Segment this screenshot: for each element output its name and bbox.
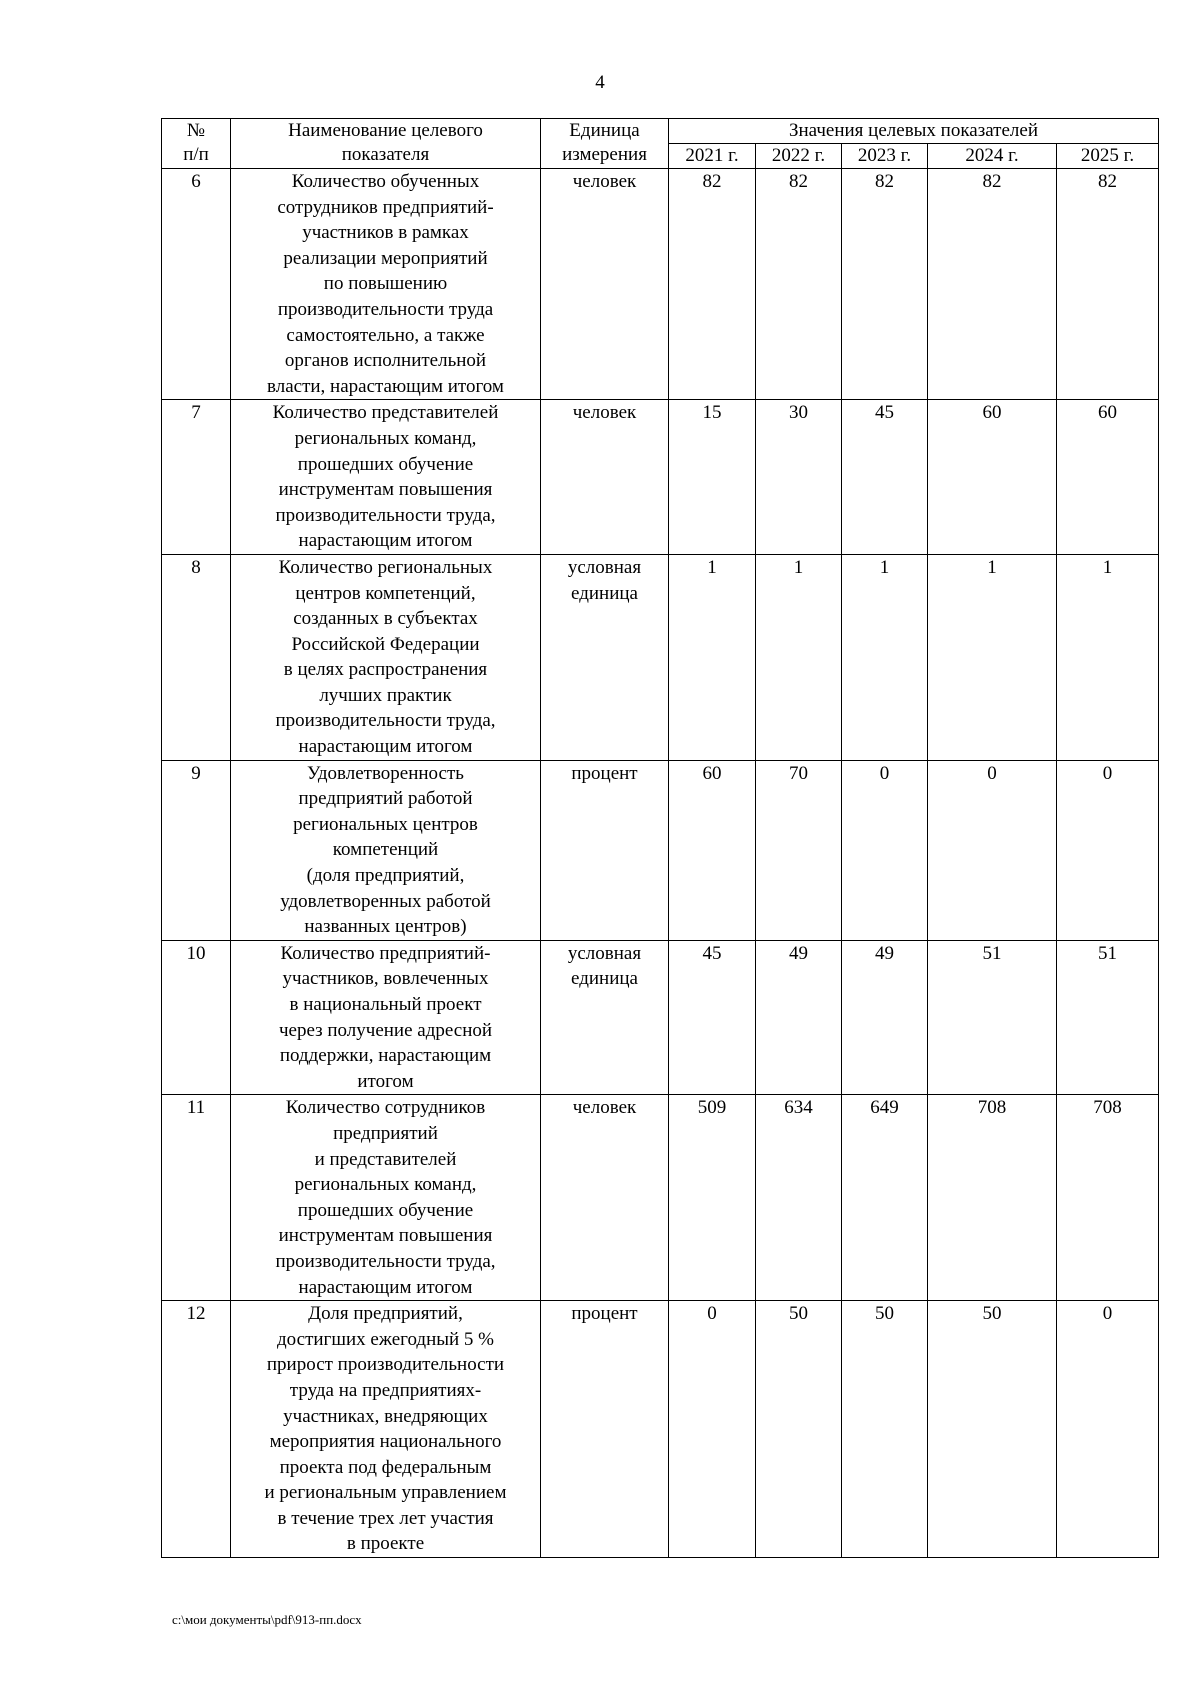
value-2025: 82 (1057, 169, 1159, 400)
value-2021: 509 (669, 1095, 756, 1301)
value-2025: 1 (1057, 554, 1159, 760)
indicator-name: Количество региональных центров компетенций, созданных в субъектах Российской Федерации в целях распространения лучших практик производительности труда, нарастающим итогом (231, 554, 541, 760)
value-2023: 49 (842, 940, 928, 1095)
value-2023: 82 (842, 169, 928, 400)
value-2023: 649 (842, 1095, 928, 1301)
indicator-name: Количество представителей региональных команд, прошедших обучение инструментам повышения производительности труда, нарастающим итогом (231, 400, 541, 555)
value-2022: 82 (756, 169, 842, 400)
table-row (162, 400, 1159, 555)
value-2021: 1 (669, 554, 756, 760)
header-year-2025: 2025 г. (1057, 144, 1159, 169)
indicator-name: Количество обученных сотрудников предприятий- участников в рамках реализации мероприятий по повышению производительности труда самостоятельно, а также органов исполнительной власти, нарастающим итогом (231, 169, 541, 400)
target-indicators-table (161, 118, 1159, 1558)
header-num-label: № п/п (183, 120, 209, 165)
indicator-name: Доля предприятий, достигших ежегодный 5 % прирост производительности труда на предприятиях- участниках, внедряющих мероприятия национального проекта под федеральным и региональным управлением в течение трех лет участия в проекте (231, 1301, 541, 1558)
value-2024: 0 (928, 760, 1057, 940)
value-2024: 1 (928, 554, 1057, 760)
indicator-unit: процент (541, 760, 669, 940)
table-row (162, 169, 1159, 400)
row-num: 10 (162, 940, 231, 1095)
row-num: 11 (162, 1095, 231, 1301)
value-2024: 51 (928, 940, 1057, 1095)
value-2025: 708 (1057, 1095, 1159, 1301)
value-2022: 1 (756, 554, 842, 760)
value-2024: 82 (928, 169, 1057, 400)
header-year-2022: 2022 г. (756, 144, 842, 169)
row-num: 6 (162, 169, 231, 400)
table-row (162, 1301, 1159, 1558)
header-year-2021: 2021 г. (669, 144, 756, 169)
header-name-label: Наименование целевого показателя (288, 120, 483, 165)
table-row (162, 760, 1159, 940)
value-2022: 634 (756, 1095, 842, 1301)
value-2023: 0 (842, 760, 928, 940)
header-unit (541, 119, 669, 169)
value-2023: 45 (842, 400, 928, 555)
table-row (162, 554, 1159, 760)
value-2025: 0 (1057, 760, 1159, 940)
header-year-2024: 2024 г. (928, 144, 1057, 169)
value-2025: 60 (1057, 400, 1159, 555)
row-num: 12 (162, 1301, 231, 1558)
value-2021: 45 (669, 940, 756, 1095)
value-2021: 82 (669, 169, 756, 400)
indicator-name: Количество сотрудников предприятий и представителей региональных команд, прошедших обучение инструментам повышения производительности труда, нарастающим итогом (231, 1095, 541, 1301)
value-2023: 50 (842, 1301, 928, 1558)
value-2022: 70 (756, 760, 842, 940)
header-unit-label: Единица измерения (562, 120, 647, 165)
table-row (162, 1095, 1159, 1301)
value-2022: 49 (756, 940, 842, 1095)
header-num (162, 119, 231, 169)
row-num: 9 (162, 760, 231, 940)
value-2022: 30 (756, 400, 842, 555)
header-year-2023: 2023 г. (842, 144, 928, 169)
value-2025: 0 (1057, 1301, 1159, 1558)
page-number: 4 (595, 72, 605, 93)
indicator-name: Удовлетворенность предприятий работой региональных центров компетенций (доля предприятий, удовлетворенных работой названных центров) (231, 760, 541, 940)
value-2024: 60 (928, 400, 1057, 555)
indicator-name: Количество предприятий- участников, вовлеченных в национальный проект через получение адресной поддержки, нарастающим итогом (231, 940, 541, 1095)
indicator-unit: человек (541, 169, 669, 400)
value-2024: 708 (928, 1095, 1057, 1301)
value-2021: 60 (669, 760, 756, 940)
value-2022: 50 (756, 1301, 842, 1558)
indicator-unit: человек (541, 400, 669, 555)
header-values-group: Значения целевых показателей (669, 119, 1159, 144)
indicator-unit: человек (541, 1095, 669, 1301)
value-2021: 0 (669, 1301, 756, 1558)
value-2023: 1 (842, 554, 928, 760)
value-2021: 15 (669, 400, 756, 555)
header-row-top (162, 119, 1159, 144)
indicator-unit: процент (541, 1301, 669, 1558)
value-2024: 50 (928, 1301, 1057, 1558)
indicator-unit: условная единица (541, 554, 669, 760)
value-2025: 51 (1057, 940, 1159, 1095)
row-num: 7 (162, 400, 231, 555)
indicator-unit: условная единица (541, 940, 669, 1095)
header-name (231, 119, 541, 169)
table-row (162, 940, 1159, 1095)
footer-file-path: c:\мои документы\pdf\913-пп.docx (172, 1612, 362, 1627)
row-num: 8 (162, 554, 231, 760)
